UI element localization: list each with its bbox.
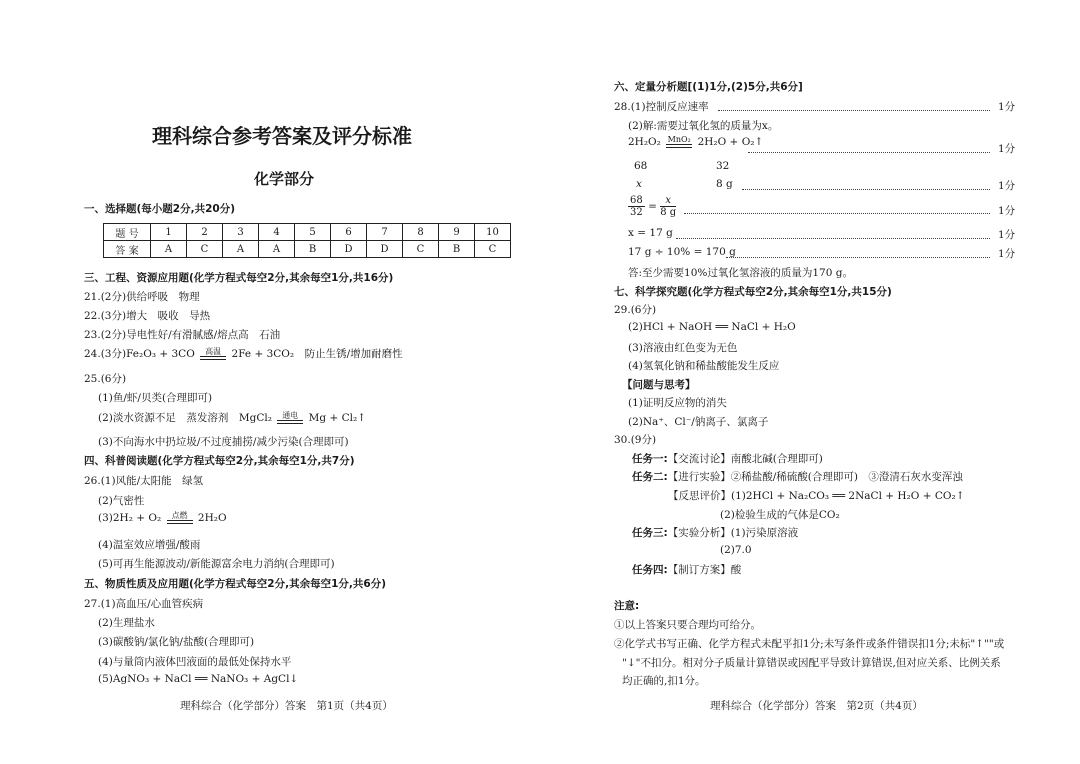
answer-29-3: (3)溶液由红色变为无色: [628, 342, 738, 354]
task-2-reflection: 【反思评价】(1)2HCl + Na₂CO₃ ══ 2NaCl + H₂O + CO₂↑: [668, 490, 965, 502]
answer-28-1: 28.(1)控制反应速率: [614, 101, 709, 113]
task-label: 任务三:: [632, 527, 668, 539]
dot-leader: [748, 152, 990, 153]
score-label: 1分: [998, 101, 1016, 113]
note-1: ①以上答案只要合理均可给分。: [614, 619, 761, 631]
page-footer-left: 理科综合（化学部分）答案 第1页（共4页）: [180, 700, 393, 712]
table-cell: C: [403, 241, 439, 258]
question-heading: 【问题与思考】: [622, 379, 696, 391]
mass-68: 68: [634, 160, 648, 172]
note-2-end: 均正确的,扣1分。: [622, 675, 706, 687]
answer-27-3: (3)碳酸钠/氯化钠/盐酸(合理即可): [98, 636, 255, 648]
table-cell: 10: [475, 224, 511, 241]
table-cell: 9: [439, 224, 475, 241]
task-text: 【进行实验】②稀盐酸/稀硫酸(合理即可) ③澄清石灰水变浑浊: [667, 471, 963, 483]
equation-right: 2Fe + 3CO₂ 防止生锈/增加耐磨性: [231, 348, 403, 360]
answer-27-5: (5)AgNO₃ + NaCl ══ NaNO₃ + AgCl↓: [98, 673, 299, 685]
reaction-condition: [167, 512, 193, 524]
answer-29-p2: (2)Na⁺、Cl⁻/钠离子、氯离子: [628, 416, 769, 428]
condition-label: 通电: [282, 411, 299, 420]
score-label: 1分: [998, 229, 1016, 241]
fraction-denominator: 8 g: [660, 207, 677, 218]
proportion: $\frac{68}{32}$ = $\frac{x}{8 g}$: [630, 195, 677, 218]
equation-left: 2H₂O₂: [628, 136, 661, 148]
answer-25-3: (3)不向海水中扔垃圾/不过度捕捞/减少污染(合理即可): [98, 436, 349, 448]
table-cell: 7: [367, 224, 403, 241]
task-text: 【实验分析】(1)污染原溶液: [667, 527, 799, 539]
condition-label: 点燃: [171, 511, 188, 520]
page-title: 理科综合参考答案及评分标准: [152, 124, 412, 148]
answer-27-2: (2)生理盐水: [98, 617, 155, 629]
table-cell: A: [223, 241, 259, 258]
dot-leader: [684, 213, 990, 214]
table-cell: A: [151, 241, 187, 258]
table-cell: A: [259, 241, 295, 258]
answer-25-1: (1)鱼/虾/贝类(合理即可): [98, 392, 213, 404]
table-cell: 4: [259, 224, 295, 241]
answer-28-2: (2)解:需要过氧化氢的质量为x。: [628, 120, 779, 132]
fraction: [660, 195, 676, 218]
table-row: [104, 224, 511, 241]
section-heading-5: 五、物质性质及应用题(化学方程式每空2分,其余每空1分,共6分): [84, 578, 386, 590]
reaction-condition: [666, 136, 692, 148]
table-cell: D: [367, 241, 403, 258]
task-label: 任务二:: [632, 471, 668, 483]
table-header: 答 案: [104, 241, 151, 258]
answer-26-2: (2)气密性: [98, 495, 145, 507]
answer-26-1: 26.(1)风能/太阳能 绿氢: [84, 475, 204, 487]
score-label: 1分: [998, 180, 1016, 192]
equation-right: 2H₂O: [197, 512, 227, 524]
equation-right: 2H₂O + O₂↑: [697, 136, 764, 148]
table-row: [104, 241, 511, 258]
table-cell: B: [295, 241, 331, 258]
table-header: 题 号: [104, 224, 151, 241]
fraction-numerator: x: [660, 195, 676, 207]
note-2: ②化学式书写正确、化学方程式未配平扣1分;未写条件或条件错误扣1分;未标"↑""或: [614, 638, 1005, 650]
dot-leader: [742, 189, 990, 190]
equation-left: 24.(3分)Fe₂O₃ + 3CO: [84, 348, 195, 360]
answer-21: 21.(2分)供给呼吸 物理: [84, 291, 200, 303]
table-cell: B: [439, 241, 475, 258]
answer-27-4: (4)与量筒内液体凹液面的最低处保持水平: [98, 656, 292, 668]
answer-27-1: 27.(1)高血压/心血管疾病: [84, 598, 204, 610]
score-label: 1分: [998, 248, 1016, 260]
reaction-condition: [277, 412, 303, 424]
answer-30: 30.(9分): [614, 434, 657, 446]
task-1: [632, 451, 823, 466]
table-cell: 5: [295, 224, 331, 241]
table-cell: 8: [403, 224, 439, 241]
answer-29-4: (4)氢氧化钠和稀盐酸能发生反应: [628, 360, 780, 372]
task-3-value: (2)7.0: [720, 544, 752, 556]
answer-25-2: [98, 410, 366, 425]
section-heading-4: 四、科普阅读题(化学方程式每空2分,其余每空1分,共7分): [84, 455, 355, 467]
task-label: 任务一:: [632, 453, 668, 465]
result-x: x = 17 g: [628, 227, 673, 239]
score-label: 1分: [998, 143, 1016, 155]
table-cell: D: [331, 241, 367, 258]
equation-left: (2)淡水资源不足 蒸发溶剂 MgCl₂: [98, 412, 272, 424]
condition-label: 高温: [205, 347, 222, 356]
task-text: 【交流讨论】南酸北碱(合理即可): [667, 453, 823, 465]
table-cell: 2: [187, 224, 223, 241]
table-cell: C: [475, 241, 511, 258]
result-calc: 17 g ÷ 10% = 170 g: [628, 246, 736, 258]
note-2-cont: "↓"不扣分。相对分子质量计算错误或因配平导致计算错误,但对应关系、比例关系: [622, 657, 1001, 669]
dot-leader: [676, 238, 990, 239]
section-heading-6: 六、定量分析题[(1)1分,(2)5分,共6分]: [614, 81, 803, 93]
answer-29: 29.(6分): [614, 304, 657, 316]
answer-29-2: (2)HCl + NaOH ══ NaCl + H₂O: [628, 321, 796, 333]
section-heading-1: 一、选择题(每小题2分,共20分): [84, 203, 236, 215]
note-title: 注意:: [614, 600, 640, 612]
fraction-numerator: 68: [630, 195, 643, 206]
equation-left: (3)2H₂ + O₂: [98, 512, 162, 524]
answer-25: 25.(6分): [84, 373, 127, 385]
answer-24: [84, 346, 403, 361]
task-text: 【制订方案】酸: [667, 564, 742, 576]
section-heading-3: 三、工程、资源应用题(化学方程式每空2分,其余每空1分,共16分): [84, 272, 394, 284]
task-2: [632, 469, 963, 484]
score-label: 1分: [998, 205, 1016, 217]
section-subtitle: 化学部分: [254, 170, 315, 188]
condition-label: MnO₂: [667, 135, 691, 144]
fraction: [628, 195, 645, 218]
answer-22: 22.(3分)增大 吸收 导热: [84, 310, 211, 322]
answer-26-4: (4)温室效应增强/酸雨: [98, 539, 201, 551]
task-label: 任务四:: [632, 564, 668, 576]
table-cell: 3: [223, 224, 259, 241]
mass-32: 32: [716, 160, 730, 172]
dot-leader: [726, 257, 990, 258]
page-footer-right: 理科综合（化学部分）答案 第2页（共4页）: [710, 700, 923, 712]
answer-table: [103, 223, 511, 258]
table-cell: 6: [331, 224, 367, 241]
fraction-denominator: 32: [630, 207, 643, 218]
reaction-condition: [200, 348, 226, 360]
equation-right: Mg + Cl₂↑: [308, 412, 366, 424]
dot-leader: [718, 110, 990, 111]
unknown-x: x: [636, 178, 642, 190]
task-4: [632, 562, 741, 577]
table-cell: C: [187, 241, 223, 258]
final-answer: 答:至少需要10%过氧化氢溶液的质量为170 g。: [628, 267, 853, 279]
table-cell: 1: [151, 224, 187, 241]
task-2-check: (2)检验生成的气体是CO₂: [720, 509, 840, 521]
mass-8g: 8 g: [716, 178, 733, 190]
answer-29-p1: (1)证明反应物的消失: [628, 397, 727, 409]
answer-26-3: [98, 512, 227, 524]
answer-23: 23.(2分)导电性好/有滑腻感/熔点高 石油: [84, 329, 281, 341]
answer-26-5: (5)可再生能源波动/新能源富余电力消纳(合理即可): [98, 558, 335, 570]
equation-h2o2: [628, 136, 763, 148]
task-3: [632, 525, 798, 540]
section-heading-7: 七、科学探究题(化学方程式每空2分,其余每空1分,共15分): [614, 286, 892, 298]
